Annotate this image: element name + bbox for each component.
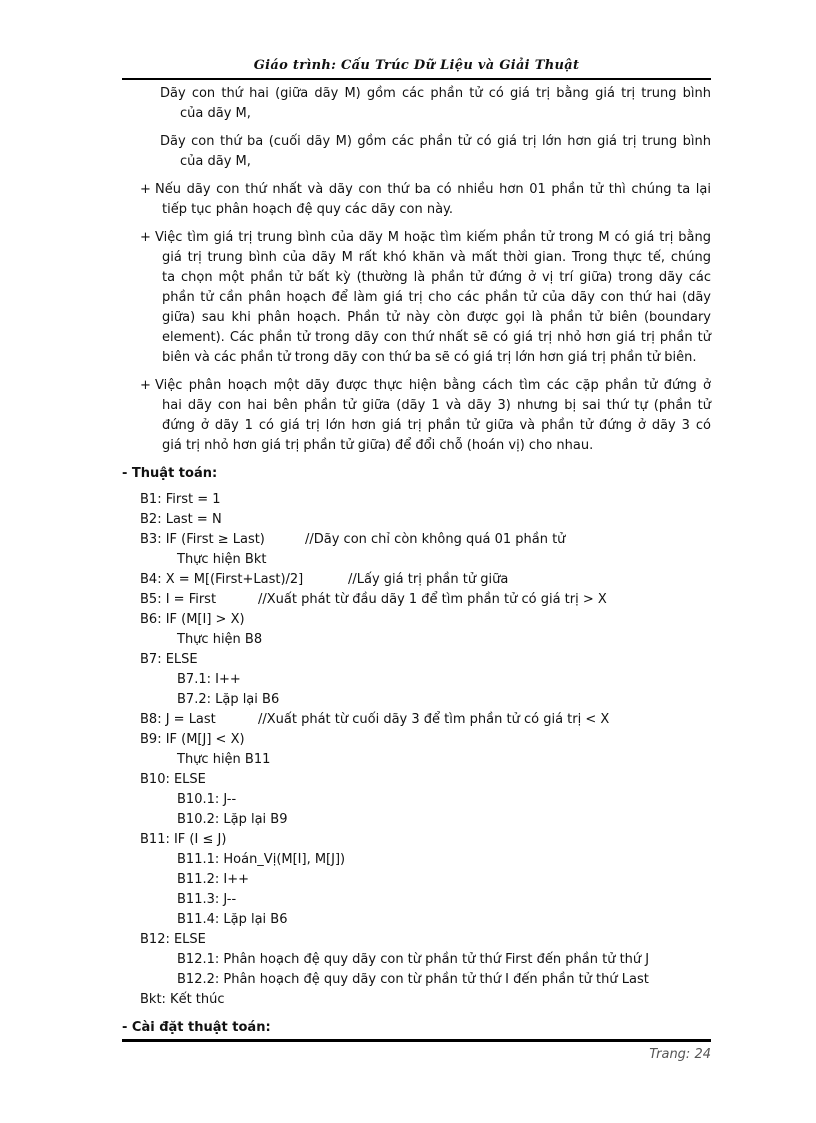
algo-step: B7.1: I++ [177, 672, 241, 687]
algo-step: Thực hiện Bkt [177, 552, 267, 567]
page-header-title: Giáo trình: Cấu Trúc Dữ Liệu và Giải Thuật [253, 58, 580, 73]
algo-step: B10.1: J-- [177, 792, 237, 807]
algo-step: B1: First = 1 [140, 492, 221, 507]
algo-step: B11.3: J-- [177, 892, 237, 907]
bullet-marker: + [140, 230, 151, 245]
body-line: Nếu dãy con thứ nhất và dãy con thứ ba có nhiều hơn 01 phần tử thì chúng ta lại [155, 182, 711, 197]
body-line: hai dãy con hai bên phần tử giữa (dãy 1 và dãy 3) nhưng bị sai thứ tự (phần tử [162, 398, 711, 413]
body-line: biên và các phần tử trong dãy con thứ ba sẽ có giá trị lớn hơn giá trị phần tử biên. [162, 350, 697, 365]
algo-step: B11.4: Lặp lại B6 [177, 912, 288, 927]
algo-step: Bkt: Kết thúc [140, 992, 225, 1007]
algo-step: B11: IF (I ≤ J) [140, 832, 227, 847]
algo-step: B7.2: Lặp lại B6 [177, 692, 280, 707]
body-line: Việc phân hoạch một dãy được thực hiện bằng cách tìm các cặp phần tử đứng ở [155, 378, 711, 393]
algo-step: B10.2: Lặp lại B9 [177, 812, 288, 827]
algo-step: B11.1: Hoán_Vị(M[I], M[J]) [177, 852, 346, 867]
bullet-marker: + [140, 182, 151, 197]
body-line: giá trị nhỏ hơn giá trị phần tử giữa) để đổi chỗ (hoán vị) cho nhau. [162, 438, 594, 453]
page-number: Trang: 24 [649, 1047, 711, 1062]
algo-step: B8: J = Last [140, 712, 216, 727]
body-line: giữa) sau khi phân hoạch. Phần tử này còn được gọi là phần tử biên (boundary [162, 310, 711, 325]
algo-step: B10: ELSE [140, 772, 206, 787]
algo-step: B9: IF (M[J] < X) [140, 732, 245, 747]
algo-step: B12.2: Phân hoạch đệ quy dãy con từ phần tử thứ I đến phần tử thứ Last [177, 972, 649, 987]
body-line: của dãy M, [180, 154, 251, 169]
algo-comment: //Lấy giá trị phần tử giữa [348, 572, 509, 587]
algo-comment: //Xuất phát từ cuối dãy 3 để tìm phần tử có giá trị < X [258, 712, 610, 727]
header-rule [122, 78, 711, 80]
algo-comment: //Xuất phát từ đầu dãy 1 để tìm phần tử có giá trị > X [258, 592, 607, 607]
body-line: đứng ở dãy 1 có giá trị lớn hơn giá trị phần tử giữa và phần tử đứng ở dãy 3 có [162, 418, 711, 433]
algo-step: B12.1: Phân hoạch đệ quy dãy con từ phần tử thứ First đến phần tử thứ J [177, 952, 650, 967]
section-heading-implementation: - Cài đặt thuật toán: [122, 1020, 271, 1035]
algo-step: B11.2: I++ [177, 872, 249, 887]
body-line: phần tử cần phân hoạch để làm giá trị cho các phần tử của dãy con thứ hai (dãy [162, 290, 711, 305]
algo-step: Thực hiện B11 [177, 752, 271, 767]
body-line: giá trị trung bình của dãy M rất khó khăn và mất thời gian. Trong thực tế, chúng [162, 250, 711, 265]
section-heading-algorithm: - Thuật toán: [122, 466, 218, 481]
algo-step: Thực hiện B8 [177, 632, 263, 647]
body-line: Việc tìm giá trị trung bình của dãy M hoặc tìm kiếm phần tử trong M có giá trị bằng [155, 230, 711, 245]
bullet-marker: + [140, 378, 151, 393]
algo-step: B2: Last = N [140, 512, 222, 527]
algo-step: B12: ELSE [140, 932, 206, 947]
body-line: tiếp tục phân hoạch đệ quy các dãy con này. [162, 202, 454, 217]
footer-rule [122, 1039, 711, 1042]
algo-step: B4: X = M[(First+Last)/2] [140, 572, 304, 587]
algo-step: B5: I = First [140, 592, 217, 607]
body-line: Dãy con thứ hai (giữa dãy M) gồm các phần tử có giá trị bằng giá trị trung bình [160, 86, 711, 101]
algo-step: B3: IF (First ≥ Last) [140, 532, 265, 547]
algo-step: B7: ELSE [140, 652, 198, 667]
body-line: ta chọn một phần tử bất kỳ (thường là phần tử đứng ở vị trí giữa) trong dãy các [162, 270, 711, 285]
body-line: element). Các phần tử trong dãy con thứ nhất sẽ có giá trị nhỏ hơn giá trị phần tử [162, 330, 711, 345]
algo-step: B6: IF (M[I] > X) [140, 612, 245, 627]
body-line: của dãy M, [180, 106, 251, 121]
algo-comment: //Dãy con chỉ còn không quá 01 phần tử [305, 532, 566, 547]
body-line: Dãy con thứ ba (cuối dãy M) gồm các phần tử có giá trị lớn hơn giá trị trung bình [160, 134, 711, 149]
